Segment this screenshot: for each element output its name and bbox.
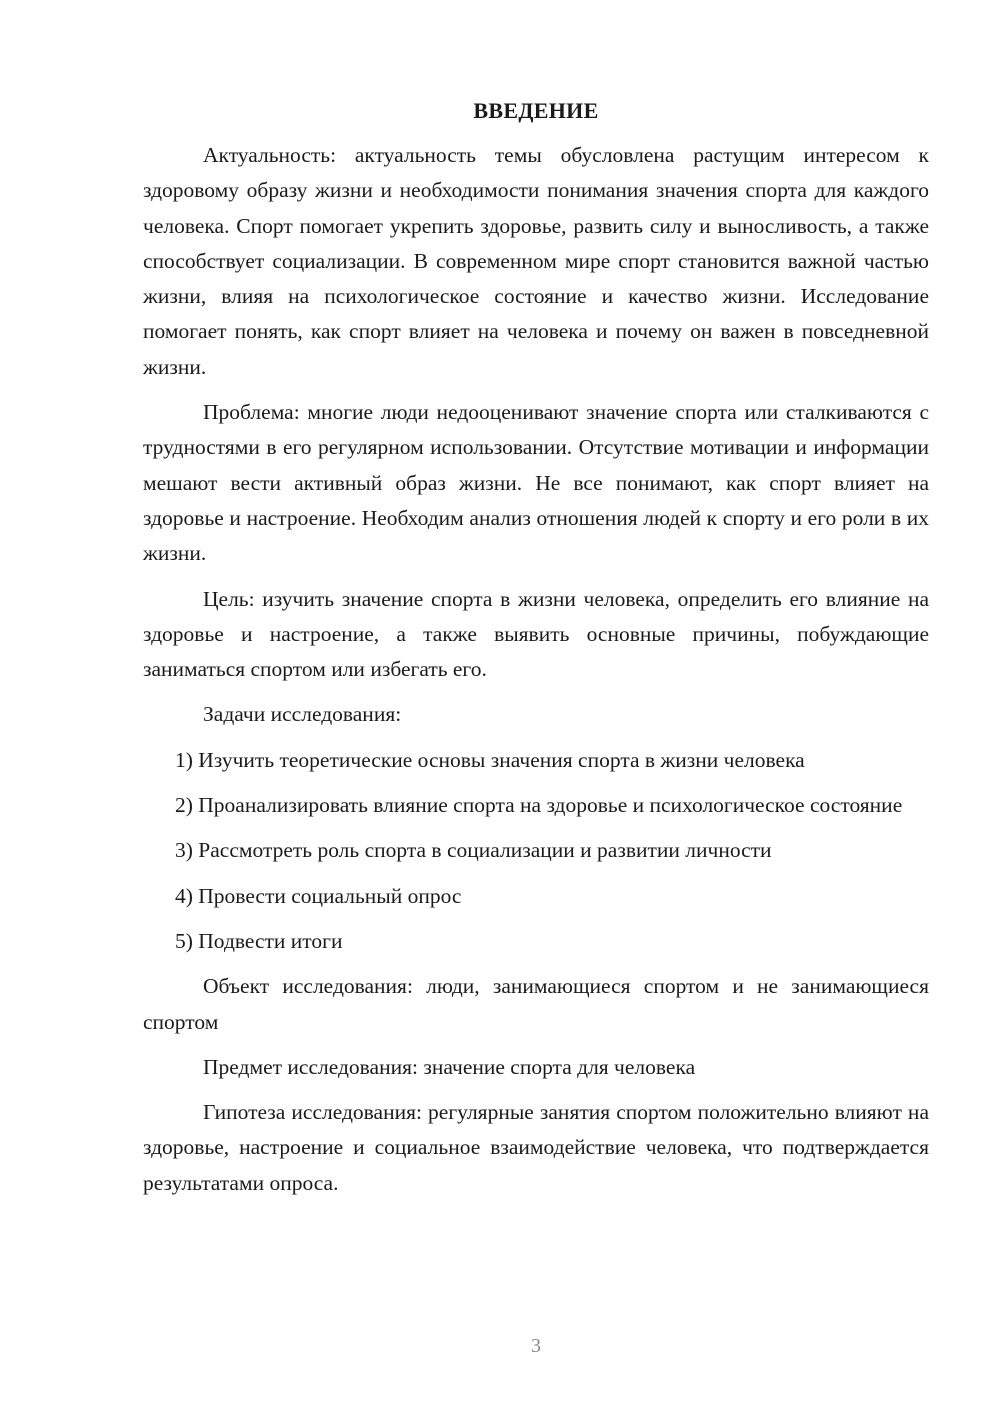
task-item: 2) Проанализировать влияние спорта на здоровье и психологическое состояние [175, 793, 903, 818]
task-item: 4) Провести социальный опрос [175, 883, 462, 908]
page-number: 3 [531, 1335, 541, 1357]
object-paragraph: Объект исследования: люди, занимающиеся спортом и не занимающиеся спортом [143, 974, 929, 1034]
problem-paragraph: Проблема: многие люди недооценивают значение спорта или сталкиваются с трудностями в его регулярном использовании. Отсутствие мотивации и информации мешают вести активный образ жизни. Не все понимают, как спорт влияет на здоровье и настроение. Необходим анализ отношения людей к спорту и его роли в их жизни. [143, 400, 929, 566]
document-page [143, 96, 929, 1211]
tasks-heading: Задачи исследования: [203, 702, 402, 727]
task-item: 5) Подвести итоги [175, 928, 343, 953]
page-title: ВВЕДЕНИЕ [473, 98, 599, 123]
relevance-paragraph: Актуальность: актуальность темы обусловлена растущим интересом к здоровому образу жизни и необходимости понимания значения спорта для каждого человека. Спорт помогает укрепить здоровье, развить силу и выносливость, а также способствует социализации. В современном мире спорт становится важной частью жизни, влияя на психологическое состояние и качество жизни. Исследование помогает понять, как спорт влияет на человека и почему он важен в повседневной жизни. [143, 143, 929, 379]
goal-paragraph: Цель: изучить значение спорта в жизни человека, определить его влияние на здоровье и настроение, а также выявить основные причины, побуждающие заниматься спортом или избегать его. [143, 586, 929, 682]
task-item: 1) Изучить теоретические основы значения спорта в жизни человека [175, 747, 805, 772]
subject-paragraph: Предмет исследования: значение спорта для человека [203, 1054, 696, 1079]
task-item: 3) Рассмотреть роль спорта в социализации и развитии личности [175, 838, 772, 863]
hypothesis-paragraph: Гипотеза исследования: регулярные занятия спортом положительно влияют на здоровье, настроение и социальное взаимодействие человека, что подтверждается результатами опроса. [143, 1100, 929, 1195]
